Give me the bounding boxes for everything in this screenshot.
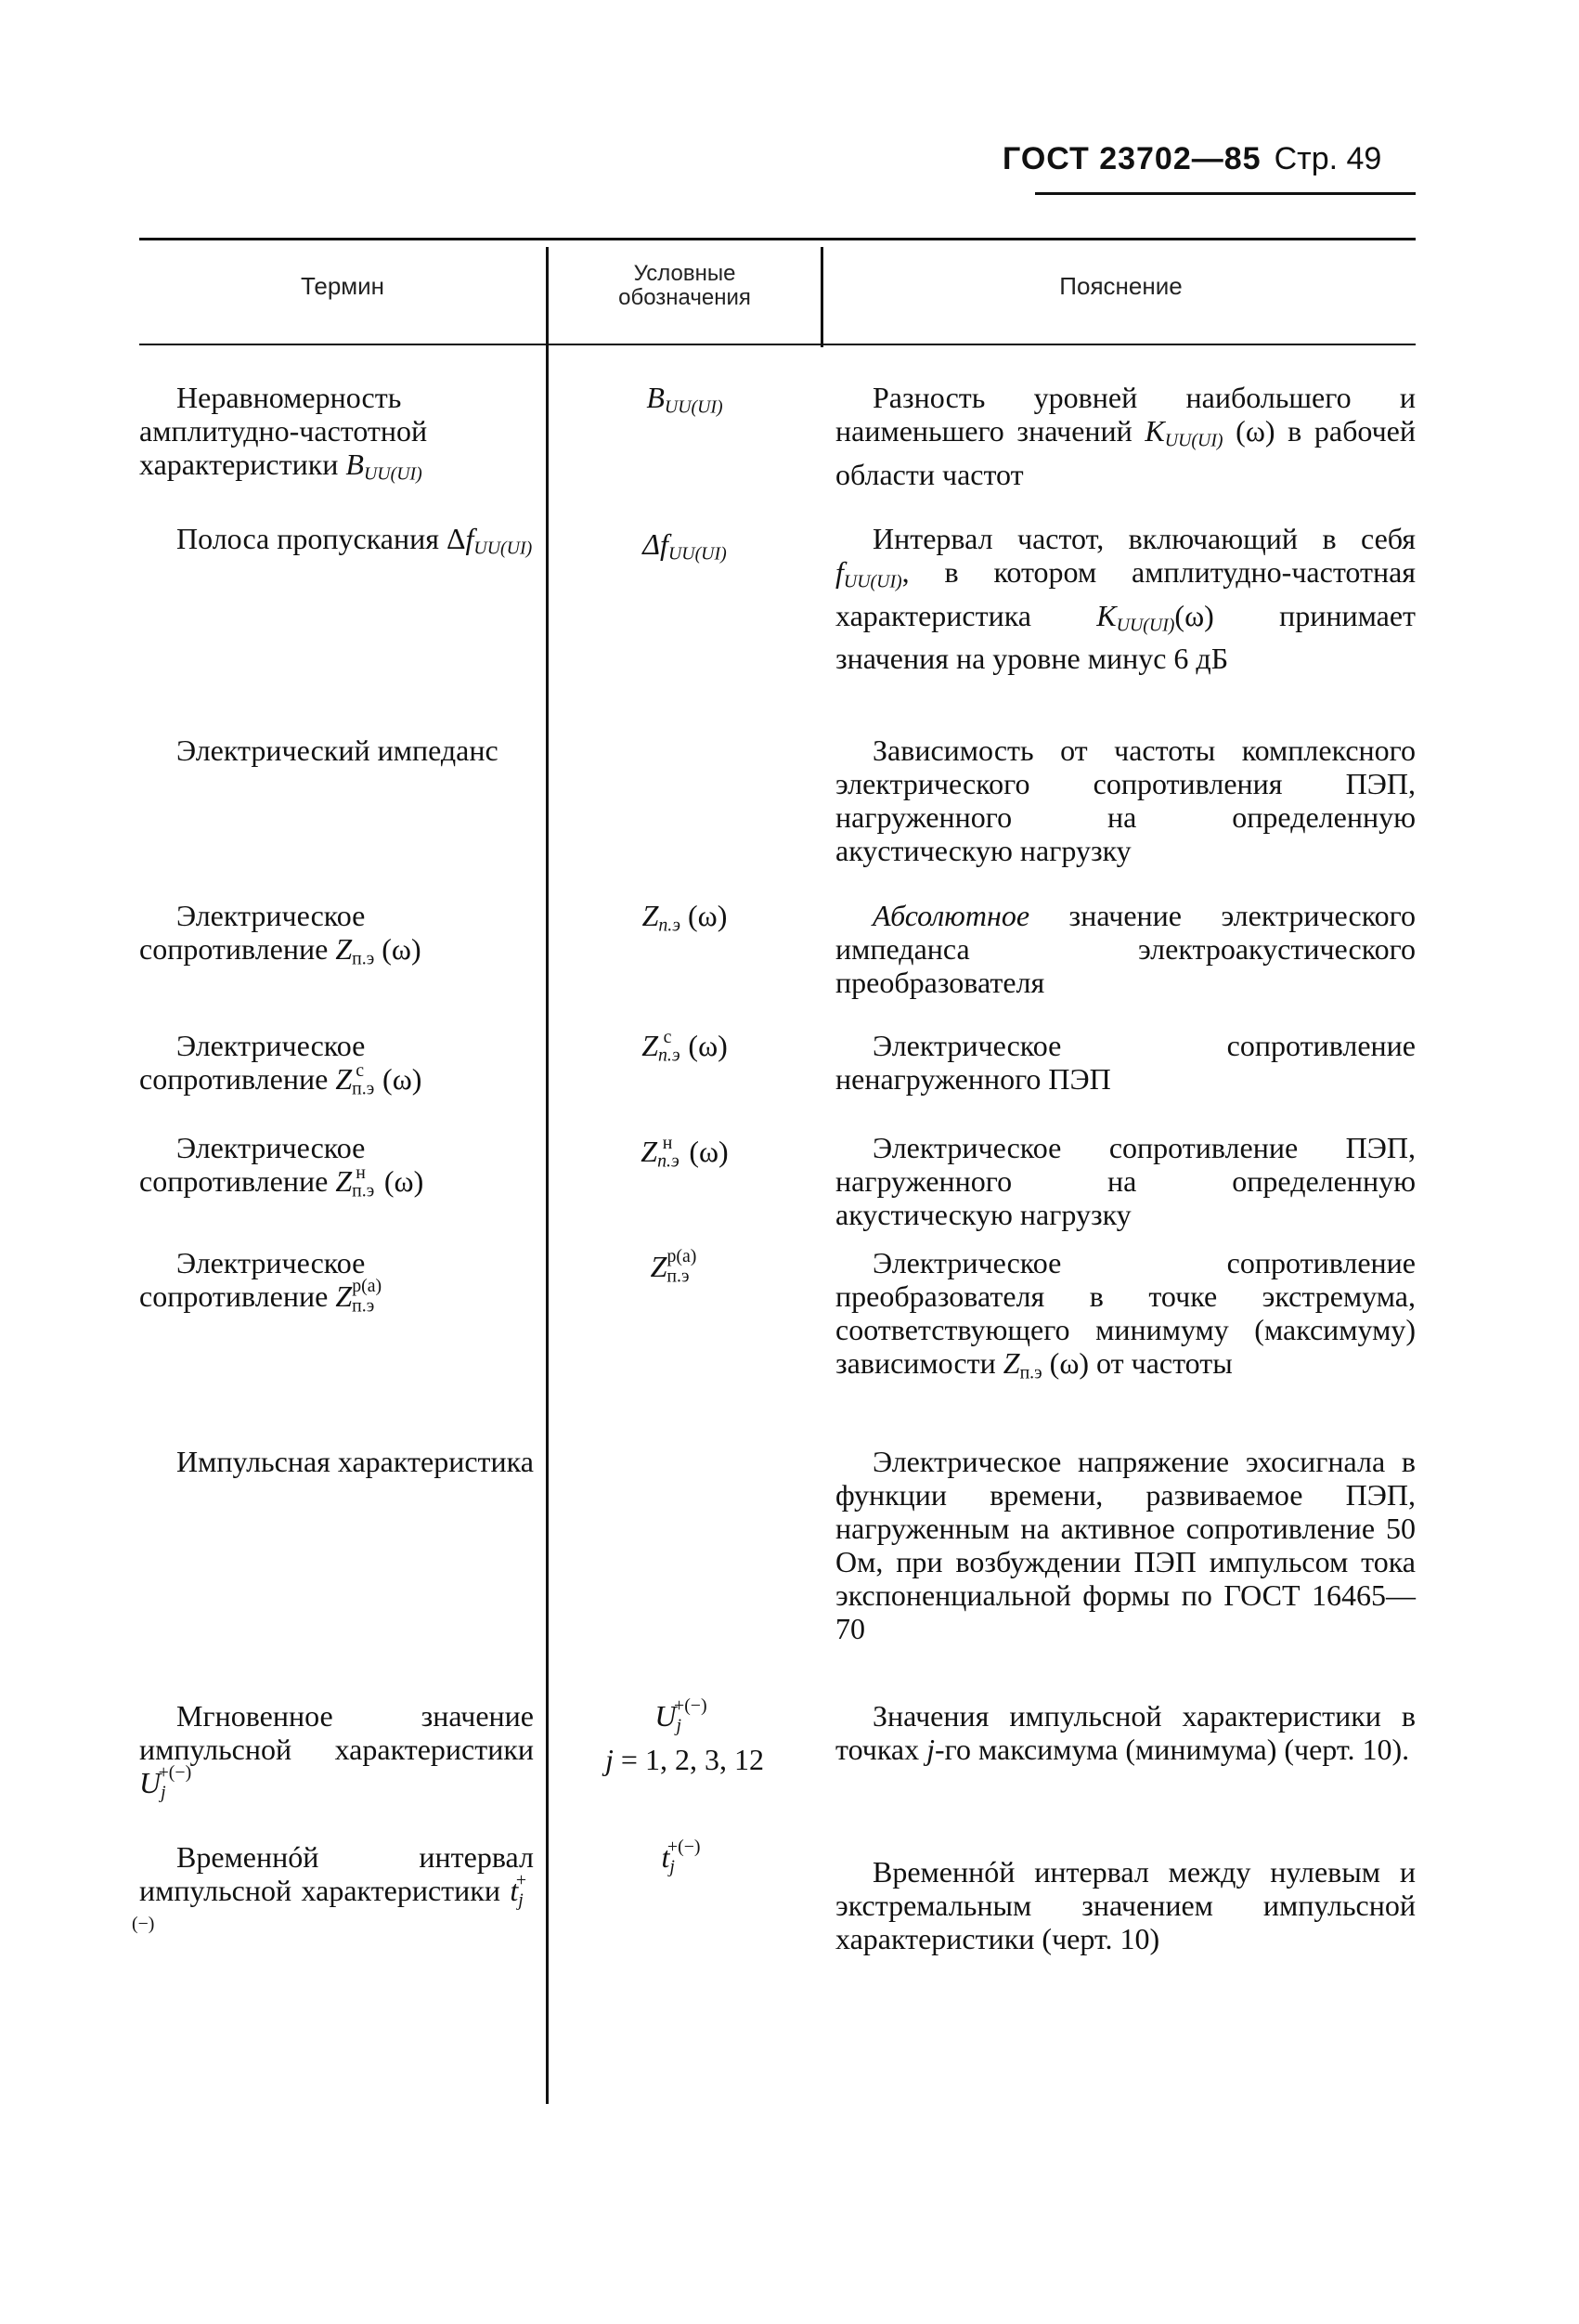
table-header-rule [139, 344, 1416, 345]
explanation-cell: Временнóй интервал между нулевым и экстремальным значением импульсной характеристики (черт. 10) [835, 1855, 1416, 1955]
table-top-rule [139, 238, 1416, 240]
column-header-explanation: Пояснение [1059, 272, 1183, 300]
column-header-symbol-line1: Условные [633, 261, 736, 286]
page-header [1003, 141, 1381, 177]
symbol-cell: $Z_{п.э}^{р(а)}$ [650, 1246, 697, 1287]
symbol-cell: $Z_{п.э}$ (ω) [641, 899, 728, 936]
header-underline [1035, 192, 1416, 195]
term-cell: Электрическое сопротивление $Z_{п.э}^н$ (ω) [139, 1131, 424, 1201]
explanation-cell: Электрическое сопротивление ПЭП, нагруженного на определенную акустическую нагрузку [835, 1131, 1416, 1231]
symbol-cell: $t_j^{+(-)}$ [661, 1837, 701, 1877]
symbol-cell: $Z_{п.э}^н$ (ω) [641, 1133, 729, 1172]
explanation-cell: Интервал частот, включающий в себя $f_{UU(UI)}$, в котором амплитудно-частотная характеристика $K_{UU(UI)}(\omega)$ принимает значения на уровне минус 6 дБ [835, 522, 1417, 676]
explanation-cell: Зависимость от частоты комплексного электрического сопротивления ПЭП, нагруженного на определенную акустическую нагрузку [835, 734, 1416, 867]
explanation-cell: Электрическое сопротивление ненагруженного ПЭП [835, 1029, 1416, 1096]
column-divider-1 [546, 247, 549, 2104]
symbol-cell: $Z_{п.э}^с$ (ω) [641, 1027, 728, 1066]
term-cell: Неравномерность амплитудно-частотной характеристики $B_{UU(UI)}$ [139, 381, 428, 485]
term-cell: Полоса пропускания $\Delta f_{UU(UI)}$ [176, 522, 533, 559]
symbol-cell: $B_{UU(UI)}$ [646, 381, 723, 418]
explanation-cell: Значения импульсной характеристики в точках j-го максимума (минимума) (черт. 10). [835, 1699, 1416, 1766]
term-cell: Электрическое сопротивление $Z_{п.э}^с$ (ω) [139, 1029, 422, 1099]
explanation-cell: Электрическое сопротивление преобразователя в точке экстремума, соответствующего минимуму (максимуму) зависимости $Z_{п.э}$ (ω) от частоты [835, 1246, 1416, 1383]
term-cell: Электрическое сопротивление $Z_{п.э}$ (ω) [139, 899, 421, 969]
symbol-cell [552, 1695, 817, 1776]
column-header-symbol-line2: обозначения [618, 285, 751, 310]
standard-number: ГОСТ 23702—85 [1003, 141, 1262, 176]
column-header-symbol [552, 262, 817, 310]
explanation-cell: Электрическое напряжение эхосигнала в функции времени, развиваемое ПЭП, нагруженным на активное сопротивление 50 Ом, при возбуждении ПЭП импульсом тока экспоненциальной формы по ГОСТ 16465—70 [835, 1445, 1416, 1645]
symbol-cell: $\Delta f_{UU(UI)}$ [642, 527, 727, 565]
symbol-main: $U_j^{+(-)}$ [654, 1695, 707, 1736]
term-cell: Импульсная характеристика [176, 1445, 534, 1478]
term-cell: Электрическое сопротивление $Z_{п.э}^{р(а)}$ [139, 1246, 382, 1317]
term-cell: Временнóй интервал импульсной характеристики $t_j^{+(-)}$ [132, 1840, 534, 1934]
term-cell: Мгновенное значение импульсной характеристики $U_j^{+(-)}$ [139, 1699, 534, 1803]
page-number: Стр. 49 [1274, 141, 1382, 176]
explanation-cell: Разность уровней наибольшего и наименьшего значений $K_{UU(UI)}$ (ω) в рабочей области частот [835, 381, 1417, 491]
symbol-index-note: j = 1, 2, 3, 12 [605, 1742, 764, 1776]
explanation-cell: Абсолютное значение электрического импеданса электроакустического преобразователя [835, 899, 1416, 999]
column-header-term: Термин [300, 272, 385, 300]
column-divider-2 [821, 247, 823, 347]
term-cell: Электрический импеданс [176, 734, 498, 767]
